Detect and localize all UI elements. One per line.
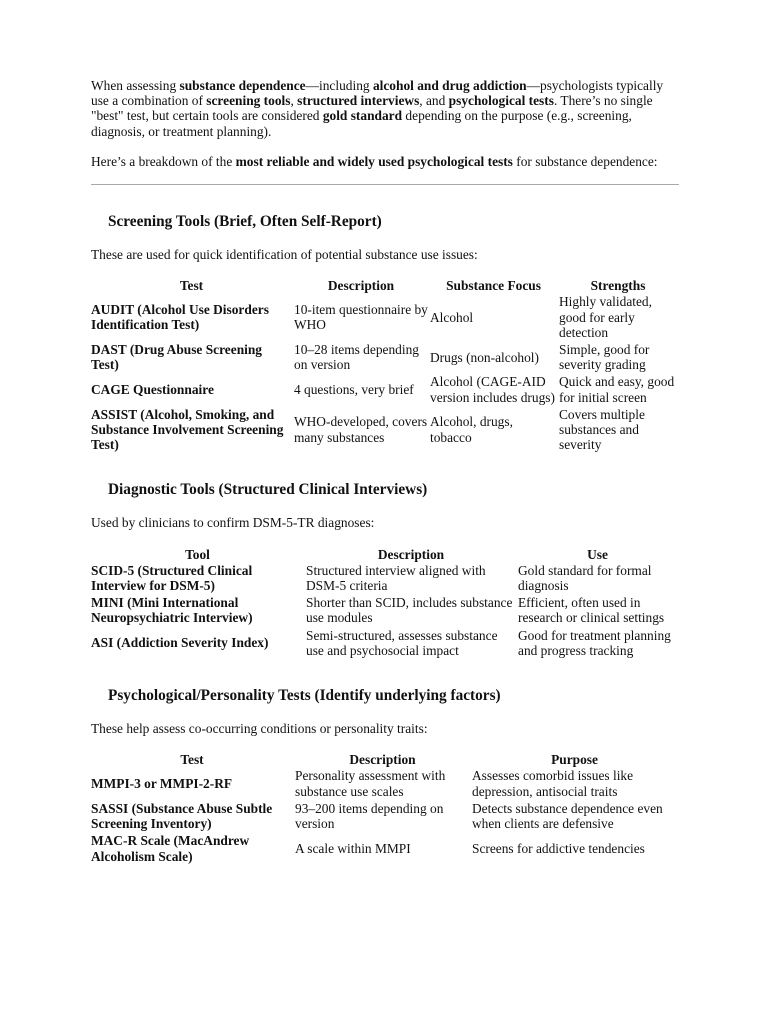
purpose-cell: Detects substance dependence even when clients are defensive: [472, 800, 663, 832]
purpose-cell: Screens for addictive tendencies: [472, 840, 645, 856]
strengths-cell: Quick and easy, good for initial screen: [559, 374, 675, 405]
test-name-cell: MMPI-3 or MMPI-2-RF: [91, 776, 233, 792]
breakdown-text: for substance dependence:: [512, 153, 658, 169]
intro-text: , and: [419, 93, 449, 109]
table-row: [91, 373, 679, 405]
column-header: Description: [349, 752, 416, 768]
test-name-cell: DAST (Drug Abuse Screening Test): [91, 342, 263, 373]
intro-text: . There’s no single "best" test, but certain tools are considered: [91, 93, 653, 124]
intro-bold: gold standard: [322, 108, 403, 124]
description-cell: 10-item questionnaire by WHO: [294, 302, 428, 333]
column-header: Purpose: [551, 752, 598, 768]
breakdown-paragraph: [91, 154, 679, 169]
description-cell: Semi-structured, assesses substance use and psychosocial impact: [306, 627, 498, 658]
test-name-cell: ASSIST (Alcohol, Smoking, and Substance Involvement Screening Test): [91, 406, 284, 453]
description-cell: WHO-developed, covers many substances: [294, 414, 428, 445]
intro-bold: psychological tests: [448, 93, 554, 109]
column-header: Test: [179, 278, 204, 294]
table-row: [91, 341, 679, 373]
column-header: Use: [587, 546, 608, 562]
breakdown-text: Here’s a breakdown of the: [91, 153, 236, 169]
column-header: Test: [180, 752, 204, 768]
substance-focus-cell: Alcohol (CAGE-AID version includes drugs): [430, 374, 555, 405]
table-row: [91, 627, 679, 659]
intro-text: depending on the purpose (e.g., screening, diagnosis, or treatment planning).: [91, 108, 632, 139]
intro-bold: alcohol and drug addiction: [372, 78, 527, 93]
use-cell: Gold standard for formal diagnosis: [518, 562, 652, 594]
intro-text: ,: [290, 93, 298, 109]
description-cell: Shorter than SCID, includes substance use modules: [306, 595, 513, 626]
table-row: [91, 406, 679, 454]
test-name-cell: MAC-R Scale (MacAndrew Alcoholism Scale): [91, 833, 250, 864]
column-header: Tool: [185, 546, 210, 562]
intro-text: When assessing: [91, 78, 180, 93]
intro-bold: structured interviews: [297, 93, 420, 109]
description-cell: 4 questions, very brief: [294, 382, 414, 398]
document-body: [91, 78, 679, 865]
table-header-row: [91, 547, 679, 562]
psychological-heading: Psychological/Personality Tests (Identify underlying factors): [108, 687, 501, 705]
intro-paragraph: [91, 78, 679, 139]
substance-focus-cell: Alcohol: [430, 309, 474, 325]
column-header: Substance Focus: [446, 278, 541, 294]
description-cell: 10–28 items depending on version: [294, 342, 419, 373]
screening-heading: Screening Tools (Brief, Often Self-Report): [108, 213, 382, 231]
intro-text: —including: [305, 78, 373, 93]
horizontal-divider: [91, 184, 679, 185]
tool-name-cell: MINI (Mini International Neuropsychiatric Interview): [91, 595, 253, 626]
strengths-cell: Highly validated, good for early detection: [559, 294, 652, 340]
psychological-lead: These help assess co-occurring conditions or personality traits:: [91, 721, 428, 737]
substance-focus-cell: Alcohol, drugs, tobacco: [430, 414, 513, 445]
test-name-cell: AUDIT (Alcohol Use Disorders Identification Test): [91, 302, 269, 333]
strengths-cell: Covers multiple substances and severity: [559, 406, 645, 453]
substance-focus-cell: Drugs (non-alcohol): [430, 349, 539, 365]
table-row: [91, 562, 679, 594]
table-row: [91, 293, 679, 341]
diagnostic-table: [91, 547, 679, 659]
intro-bold: screening tools: [206, 93, 291, 109]
table-header-row: [91, 752, 679, 767]
use-cell: Good for treatment planning and progress tracking: [518, 627, 671, 658]
strengths-cell: Simple, good for severity grading: [559, 342, 650, 373]
table-row: [91, 832, 679, 864]
column-header: Description: [327, 278, 395, 294]
column-header: Description: [377, 546, 445, 562]
test-name-cell: CAGE Questionnaire: [91, 382, 214, 398]
tool-name-cell: ASI (Addiction Severity Index): [91, 635, 269, 651]
intro-text: —psychologists typically use a combination of: [91, 78, 664, 109]
diagnostic-heading: Diagnostic Tools (Structured Clinical Interviews): [108, 481, 428, 499]
use-cell: Efficient, often used in research or clinical settings: [518, 595, 665, 626]
description-cell: A scale within MMPI: [295, 840, 411, 856]
table-row: [91, 594, 679, 626]
screening-table: [91, 278, 679, 453]
diagnostic-lead: Used by clinicians to confirm DSM-5-TR diagnoses:: [91, 515, 375, 531]
test-name-cell: SASSI (Substance Abuse Subtle Screening Inventory): [91, 800, 273, 832]
breakdown-bold: most reliable and widely used psychological tests: [235, 153, 513, 169]
purpose-cell: Assesses comorbid issues like depression, antisocial traits: [472, 768, 634, 799]
description-cell: Personality assessment with substance use scales: [295, 768, 446, 799]
table-row: [91, 767, 679, 799]
description-cell: 93–200 items depending on version: [295, 800, 444, 832]
table-row: [91, 800, 679, 832]
column-header: Strengths: [590, 278, 646, 294]
psychological-table: [91, 752, 679, 864]
screening-lead: These are used for quick identification of potential substance use issues:: [91, 247, 478, 263]
description-cell: Structured interview aligned with DSM-5 criteria: [306, 562, 486, 594]
intro-bold: substance dependence: [179, 78, 306, 93]
table-header-row: [91, 278, 679, 293]
tool-name-cell: SCID-5 (Structured Clinical Interview for DSM-5): [91, 562, 253, 594]
